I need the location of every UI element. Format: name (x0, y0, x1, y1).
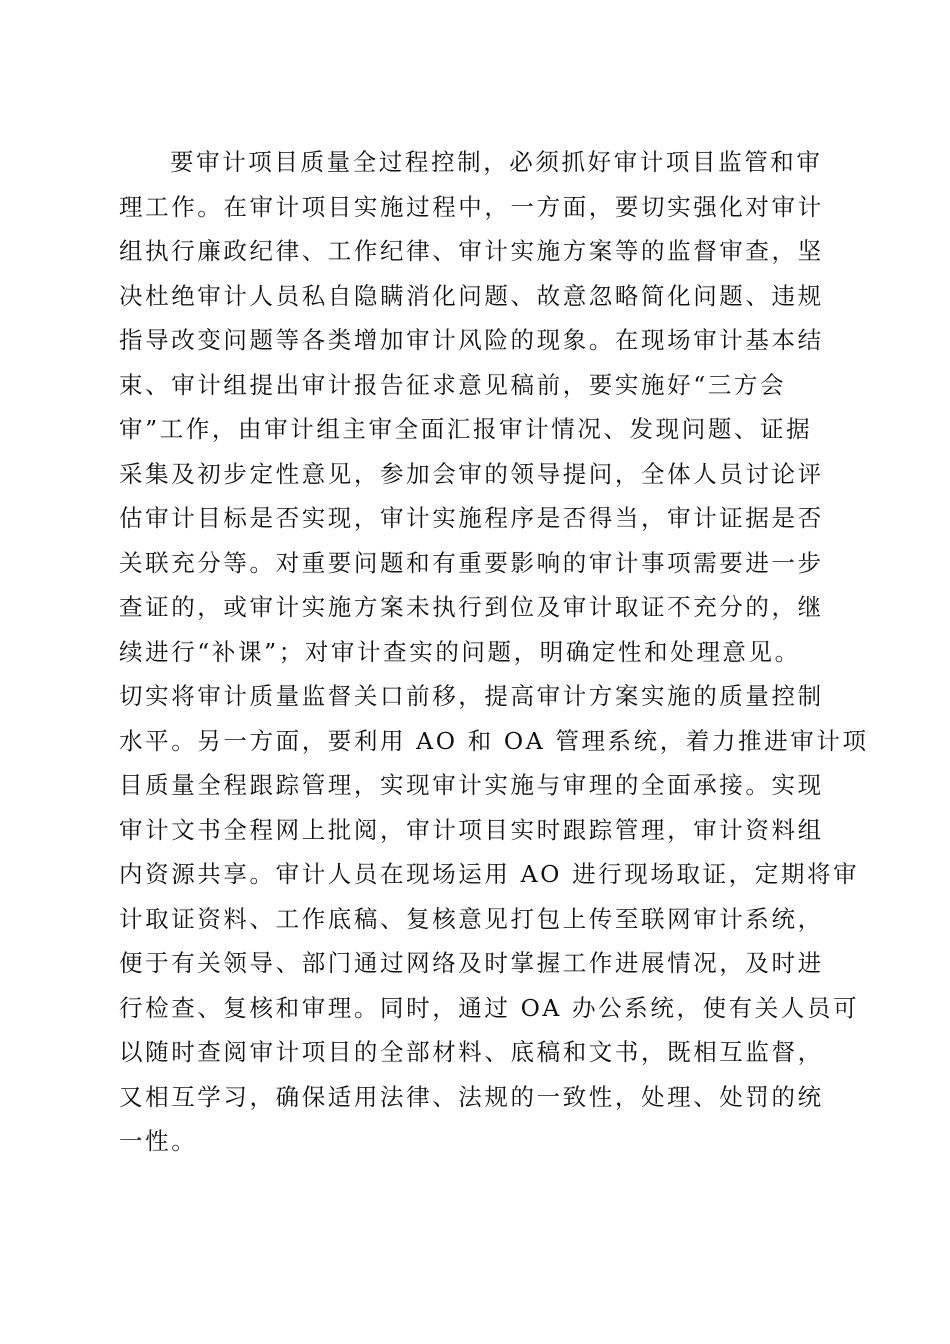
paragraph-line: 便于有关领导、部门通过网络及时掌握工作进展情况，及时进 (119, 949, 824, 977)
paragraph-line: 水平。另一方面，要利用 AO 和 OA 管理系统，着力推进审计项 (119, 726, 869, 755)
paragraph-line: 切实将审计质量监督关口前移，提高审计方案实施的质量控制 (119, 682, 824, 710)
paragraph-line: 审”工作，由审计组主审全面汇报审计情况、发现问题、证据 (119, 415, 813, 443)
paragraph-line: 一性。 (119, 1127, 198, 1155)
paragraph-line: 内资源共享。审计人员在现场运用 AO 进行现场取证，定期将审 (119, 860, 860, 888)
paragraph-line: 理工作。在审计项目实施过程中，一方面，要切实强化对审计 (119, 192, 824, 221)
paragraph-line: 估审计目标是否实现，审计实施程序是否得当，审计证据是否 (119, 504, 824, 532)
paragraph-line: 关联充分等。对重要问题和有重要影响的审计事项需要进一步 (119, 548, 824, 577)
paragraph-line: 要审计项目质量全过程控制，必须抓好审计项目监管和审 (170, 148, 823, 176)
paragraph-line: 采集及初步定性意见，参加会审的领导提问，全体人员讨论评 (119, 459, 824, 488)
paragraph-line: 又相互学习，确保适用法律、法规的一致性，处理、处罚的统 (119, 1082, 824, 1111)
paragraph-line: 目质量全程跟踪管理，实现审计实施与审理的全面承接。实现 (119, 771, 824, 799)
paragraph-line: 行检查、复核和审理。同时，通过 OA 办公系统，使有关人员可 (119, 993, 860, 1022)
paragraph-line: 计取证资料、工作底稿、复核意见打包上传至联网审计系统， (119, 904, 824, 933)
paragraph-line: 决杜绝审计人员私自隐瞒消化问题、故意忽略简化问题、违规 (119, 281, 824, 310)
paragraph-line: 续进行“补课”；对审计查实的问题，明确定性和处理意见。 (119, 637, 801, 666)
paragraph-line: 查证的，或审计实施方案未执行到位及审计取证不充分的，继 (119, 593, 824, 621)
paragraph-line: 指导改变问题等各类增加审计风险的现象。在现场审计基本结 (119, 326, 824, 354)
paragraph-line: 以随时查阅审计项目的全部材料、底稿和文书，既相互监督， (119, 1038, 824, 1066)
body-paragraph (119, 140, 869, 1164)
paragraph-line: 审计文书全程网上批阅，审计项目实时跟踪管理，审计资料组 (119, 815, 824, 844)
paragraph-line: 组执行廉政纪律、工作纪律、审计实施方案等的监督审查，坚 (119, 237, 824, 265)
paragraph-line: 束、审计组提出审计报告征求意见稿前，要实施好“三方会 (119, 370, 787, 399)
